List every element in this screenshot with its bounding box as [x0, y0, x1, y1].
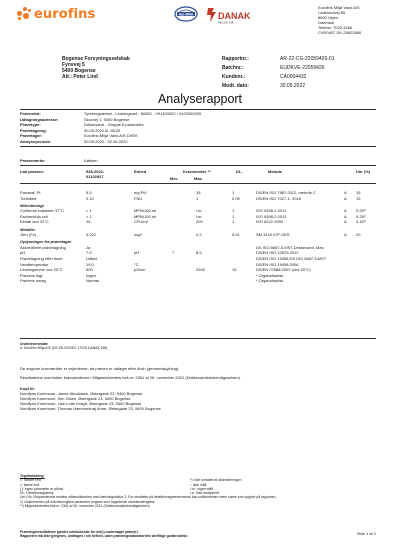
page-title: Analyserapport	[157, 92, 243, 106]
recipient: Nordfyns Kommune, Thomas Hammershøj Ahrer, Østergade 23, 5400 Bogense	[20, 406, 161, 411]
cell-flag: A	[344, 232, 347, 238]
note-compliance: Resultaterne overholder kravværdierne i Miljøministeriets bek.nr. 2361 af 26. november 2021 (Drikkevandsbekendtgørelsen).	[20, 375, 241, 380]
cell-dl: 1	[232, 219, 235, 225]
cell-method: DS ISO 5667-5,MST-Drikkevand, Max	[256, 244, 324, 250]
cell-val: Udført	[86, 256, 98, 262]
sample-mark: Prøvemærke: Køkken	[20, 158, 98, 163]
client-att: Att.: Peter Lind	[62, 74, 98, 80]
lab-address-line: Ladelundvej 85	[318, 10, 346, 15]
cell-method: DS/EN ISO 19458,DS ISO 5667-5,MST	[256, 256, 327, 262]
lab-address-line: Eurofins Miljø Vand A/S	[318, 5, 360, 10]
page-number: Side 1 af 2	[356, 531, 376, 536]
ilac-mra-logo	[174, 6, 198, 26]
cell-val: 0.022	[86, 232, 97, 238]
legend: Tegnforklaring: <: mindre end >: større end [ ]: ingen parameter er påvist DL: Detektionsgrænse *): ikke omfattet af akkrediteringen -: ikke målt i.m.: ingen målt i.a.: ikke analyseret Um (%): Ekspanderede relative måleusikkerhed med dækningsfaktor 2. For resultater på detektionsgrænseniveau kan usikkerheden være større end opgivet på rapporten. 1) Usikkerheden på mikrobiologiske parametre angives som logaritmisk standardafvigelse **) Miljøministeriets bek.nr. 2361 af 26. november 2021 (Drikkevandsbekendtgørelsen)	[20, 474, 277, 509]
cell-unit: µS/cm	[134, 267, 146, 273]
cell-min: 7	[172, 250, 175, 256]
section-title: Mikrobiologi	[20, 202, 44, 208]
cell-flag: A	[344, 190, 347, 195]
cell-u: 0.15¹⁾	[356, 219, 367, 225]
cell-max: 15	[196, 190, 201, 195]
recipient: Nordfyns Kommune, Kim Olsen, Østergade 23, 5400 Bogense	[20, 396, 131, 401]
copy-recipients: Kopi til: Nordfyns Kommune, Janna Nicolaisen, Østergade 23, 5400 Bogense Nordfyns Kommune, Kim Olsen, Østergade 23, 5400 Bogense Nordfyns Kommune, Lise-Lotte Kragh, Østergade 23, 5400 Bogense Nordfyns Kommune, Thomas Hammershøj Ahrer, Østergade 23, 5400 Bogense	[20, 386, 320, 411]
cell-method: * Organoleptisk	[256, 272, 284, 278]
sample-mark-value: Køkken	[84, 158, 98, 163]
cell-u: 0.25¹⁾	[356, 213, 367, 219]
cell-val: Ingen	[86, 272, 97, 278]
cell-max: 200	[196, 219, 203, 225]
danak-logo	[202, 6, 251, 26]
cell-dl: 0.01	[232, 232, 240, 238]
cell-val: Ja	[86, 244, 91, 250]
customer-number: CA0004432	[280, 74, 307, 80]
cell-dl: 0.05	[232, 195, 240, 201]
table-body	[20, 190, 376, 284]
lab-address-line: CVR/VAT: DK-29822880	[318, 30, 362, 35]
client-address	[62, 56, 130, 80]
footer: Prøvningsresultaterne gælder udelukkende for de(n) undersøgte prøve(r). Rapporten må ikke gengives, undtagen i sin helhed, uden prøvningslaboratoriets skriftlige godkendelse.	[20, 530, 189, 539]
sample-site: Tyrekrogværket - Ledningsnet - 80982 - V01100002 / 4423000299	[84, 111, 202, 117]
cell-flag: A	[344, 213, 347, 219]
cell-name: Prøvens lugt	[20, 272, 43, 278]
cell-unit: mg/l	[134, 232, 142, 238]
cell-name: Coliforme bakterier 37°C	[20, 208, 64, 214]
divider	[20, 338, 376, 339]
svg-text:DANAK: DANAK	[218, 11, 251, 21]
cell-max: 1	[196, 195, 199, 201]
cell-name: pH	[20, 250, 26, 256]
lab-address-line: Telefon: 7022 4266	[318, 25, 353, 30]
eurofins-logo	[16, 6, 95, 22]
cell-name: Prøvetagning efter flush	[20, 256, 63, 262]
table-row	[20, 278, 376, 284]
cell-name: Jern (Fe)	[20, 232, 37, 238]
table-row	[20, 196, 376, 202]
cell-method: ISO 6222:1999	[256, 219, 283, 225]
svg-text:ilac·MRA: ilac·MRA	[178, 12, 194, 17]
cell-dl: 1	[232, 190, 235, 195]
cell-val: 19.0	[86, 261, 94, 267]
cell-unit: FNU	[134, 195, 143, 201]
note-flush: De angivne kravværdier er vejledende, da prøven er udtaget efter flush (gennemskylning).	[20, 366, 180, 371]
cell-name: Prøvens smag	[20, 278, 46, 284]
cell-dl: 1	[232, 213, 235, 219]
cell-u: 20	[356, 232, 361, 238]
eurofins-logo-mark	[16, 6, 32, 22]
cell-max: i.m.	[196, 213, 203, 219]
lab-address	[318, 5, 398, 35]
analysis-period: 30.05.2022 - 02.06.2022	[84, 138, 128, 144]
cell-method: ISO 9308-2:2012	[256, 213, 287, 219]
cell-max: 0.2	[196, 232, 202, 238]
cell-name: Kimtal ved 22°C	[20, 219, 49, 225]
sample-type: Drikkevand - Gruppe A parametre	[84, 122, 144, 128]
client-name: Bogense Forsyningsselskab	[62, 56, 130, 62]
divider	[20, 146, 376, 147]
cell-u: 15	[356, 195, 361, 201]
cell-unit: °C	[134, 261, 139, 267]
report-number: AR-22-CG-22059426-01	[280, 56, 335, 62]
received-date: 30.05.2022	[280, 83, 306, 89]
cell-val: 15	[86, 219, 91, 225]
section-title: Oplysninger fra prøvetager	[20, 239, 72, 245]
cell-name: Akkrediteret prøvetagning	[20, 244, 66, 250]
cell-method: ISO 9308-2:2012	[256, 208, 287, 214]
cell-unit: MPN/100 ml	[134, 213, 157, 219]
recipient: Nordfyns Kommune, Janna Nicolaisen, Østergade 23, 5400 Bogense	[20, 391, 143, 396]
cell-max: i.m.	[196, 208, 203, 214]
sample-info: Prøvested: Tyrekrogværket - Ledningsnet - 80982 - V01100002 / 4423000299 Udtagningsadresse: Skovvej 1, 5400 Bogense Prøvetype: Drikkevand - Gruppe A parametre Prøvetagning: 30.05.2022 kl. 08:20 Prøvetager: Eurofins Miljø Vand A/S DVEK Analyseperiode: 30.05.2022 - 02.06.2022	[20, 111, 376, 144]
cell-method: * Organoleptisk	[256, 278, 284, 284]
cell-val: < 1	[86, 208, 92, 214]
table-row	[20, 219, 376, 225]
cell-name: Vandtemperatur	[20, 261, 49, 267]
cell-unit: CFU/ml	[134, 219, 148, 225]
subcontractors: Underleverandør: A: Eurofins Miljø A/S (DS EN ISO/IEC 17025 DANAK 168)	[20, 342, 108, 351]
cell-val: Normal	[86, 278, 99, 284]
cell-dl: 1	[232, 208, 235, 214]
cell-val: 500	[86, 267, 93, 273]
cell-name: Escherichia coli	[20, 213, 48, 219]
table-header: Lab prøvenr: 535-2022-01102827 Enhed Kravværdier ** Min. Max. DL. Metode Um (%)	[20, 169, 371, 181]
cell-val: 0.10	[86, 195, 94, 201]
cell-unit: MPN/100 ml	[134, 208, 157, 214]
lab-address-line: Danmark	[318, 20, 335, 25]
cell-method: DS/EN 27888:2003 (ved 20°C)	[256, 267, 311, 273]
section-title: Metaller	[20, 226, 36, 232]
cell-max: 8.5	[196, 250, 202, 256]
batch-number: EUDKVE-22059426	[280, 65, 325, 71]
cell-flag: A	[344, 219, 347, 225]
sample-address: Skovvej 1, 5400 Bogense	[84, 116, 130, 122]
client-city: 5400 Bogense	[62, 68, 96, 74]
results-table	[20, 168, 376, 284]
cell-flag: A	[344, 208, 347, 214]
cell-method: DS/EN ISO 10523:2012	[256, 250, 299, 256]
cell-method: SM 3120 ICP-OES	[256, 232, 290, 238]
sample-taken: 30.05.2022 kl. 08:20	[84, 127, 121, 133]
cell-max: 2500	[196, 267, 205, 273]
cell-unit: pH	[134, 250, 140, 256]
cell-name: Turbiditet	[20, 195, 37, 201]
client-street: Fynsvej 5	[62, 62, 85, 68]
cell-val: 7.5	[86, 250, 92, 256]
divider	[20, 109, 376, 110]
svg-text:REG.NR. 168: REG.NR. 168	[218, 21, 234, 25]
cell-name: Farvetal, Pt	[20, 190, 41, 195]
cell-flag: A	[344, 195, 347, 201]
cell-unit: mg Pt/l	[134, 190, 147, 195]
cell-val: 5.5	[86, 190, 92, 195]
report-meta: Rapportnr.: AR-22-CG-22059426-01 Batchnr.: EUDKVE-22059426 Kundenr.: CA0004432 Modt. dato: 30.05.2022	[222, 56, 335, 89]
table-row	[20, 232, 376, 238]
divider	[20, 165, 376, 166]
cell-dl: 15	[232, 267, 237, 273]
cell-method: DS/EN ISO 7887:2012, metode C	[256, 190, 316, 195]
cell-name: Ledningsevne ved 20°C	[20, 267, 63, 273]
cell-method: DS/EN ISO 7027-1: 2016	[256, 195, 301, 201]
cell-u: 15	[356, 190, 361, 195]
lab-address-line: 6600 Vejen	[318, 15, 339, 20]
recipient: Nordfyns Kommune, Lise-Lotte Kragh, Østergade 23, 5400 Bogense	[20, 401, 142, 406]
cell-u: 0.25¹⁾	[356, 208, 367, 214]
cell-method: DS/EN ISO 19458:2006	[256, 261, 299, 267]
cell-val: < 1	[86, 213, 92, 219]
sampler: Eurofins Miljø Vand A/S DVEK	[84, 133, 138, 139]
eurofins-wordmark: eurofins	[34, 6, 96, 22]
